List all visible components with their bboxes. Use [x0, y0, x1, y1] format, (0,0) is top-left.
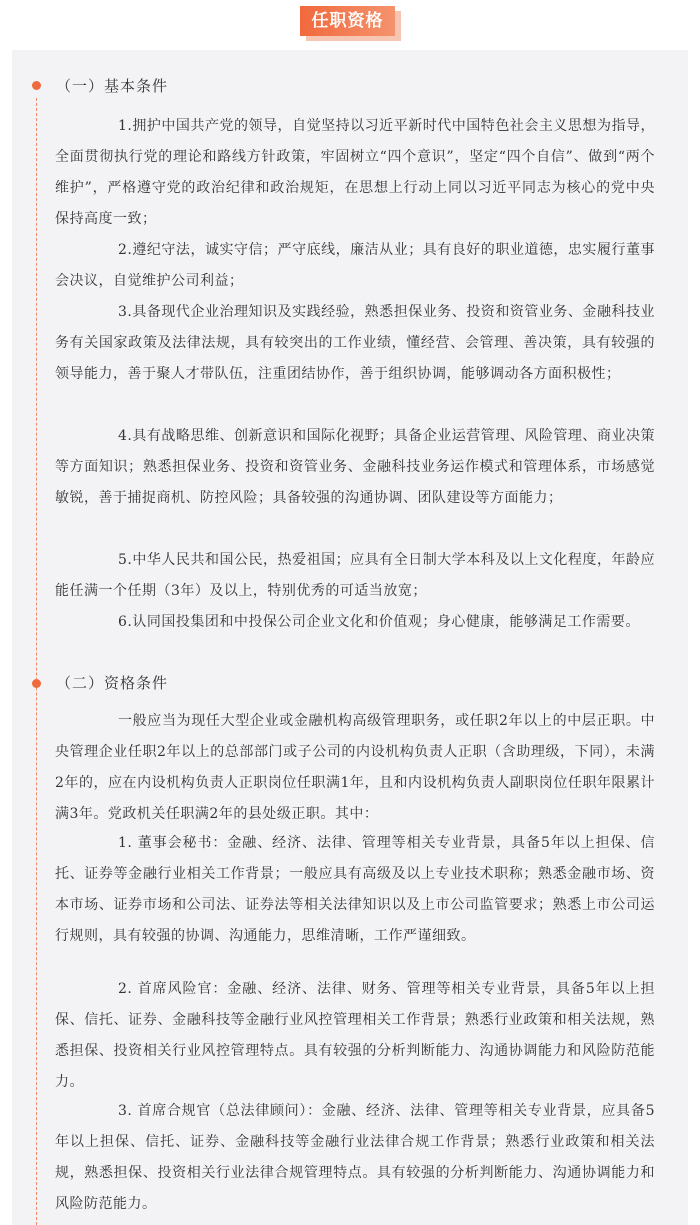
section-title-badge [300, 6, 395, 36]
paragraph: 6.认同国投集团和中投保公司企业文化和价值观；身心健康，能够满足工作需要。 [118, 614, 640, 630]
paragraph: 3. 首席合规官（总法律顾问）：金融、经济、法律、管理等相关专业背景，应具备5年以上担保、信托、证券、金融科技等金融行业法律合规工作背景；熟悉行业政策和相关法规，熟悉担保、投资相关行业法律合规管理特点。具有较强的分析判断能力、沟通协调能力和风险防范能力。 [55, 1103, 655, 1212]
paragraph: 4.具有战略思维、创新意识和国际化视野；具备企业运营管理、风险管理、商业决策等方面知识；熟悉担保业务、投资和资管业务、金融科技业务运作模式和管理体系，市场感觉敏锐，善于捕捉商机、防控风险；具备较强的沟通协调、团队建设等方面能力； [55, 428, 655, 506]
section-heading-qualification: （二）资格条件 [56, 674, 169, 692]
paragraph: 2. 首席风险官：金融、经济、法律、财务、管理等相关专业背景，具备5年以上担保、信托、证券、金融科技等金融行业风控管理相关工作背景；熟悉行业政策和相关法规，熟悉担保、投资相关行业风控管理特点。具有较强的分析判断能力、沟通协调能力和风险防范能力。 [55, 981, 655, 1090]
section-heading-basic: （一）基本条件 [56, 77, 169, 95]
timeline-dot [32, 679, 41, 688]
timeline-dot [32, 81, 41, 90]
paragraph: 1.拥护中国共产党的领导，自觉坚持以习近平新时代中国特色社会主义思想为指导，全面贯彻执行党的理论和路线方针政策，牢固树立“四个意识”，坚定“四个自信”、做到“两个维护”，严格遵守党的政治纪律和政治规矩，在思想上行动上同以习近平同志为核心的党中央保持高度一致； [55, 118, 655, 227]
paragraph: 3.具备现代企业治理知识及实践经验，熟悉担保业务、投资和资管业务、金融科技业务有关国家政策及法律法规，具有较突出的工作业绩，懂经营、会管理、善决策，具有较强的领导能力，善于聚人才带队伍，注重团结协作，善于组织协调，能够调动各方面积极性； [55, 304, 655, 382]
paragraph: 一般应当为现任大型企业或金融机构高级管理职务，或任职2年以上的中层正职。中央管理企业任职2年以上的总部部门或子公司的内设机构负责人正职（含助理级，下同），未满2年的，应在内设机构负责人正职岗位任职满1年，且和内设机构负责人副职岗位任职年限累计满3年。党政机关任职满2年的县处级正职。其中： [55, 713, 655, 822]
paragraph: 1. 董事会秘书：金融、经济、法律、管理等相关专业背景，具备5年以上担保、信托、证券等金融行业相关工作背景；一般应具有高级及以上专业技术职称；熟悉金融市场、资本市场、证券市场和公司法、证券法等相关法律知识以及上市公司监管要求；熟悉上市公司运行规则，具有较强的协调、沟通能力，思维清晰，工作严谨细致。 [55, 835, 655, 944]
paragraph: 2.遵纪守法，诚实守信；严守底线，廉洁从业；具有良好的职业道德，忠实履行董事会决议，自觉维护公司利益； [55, 242, 655, 289]
paragraph: 5.中华人民共和国公民，热爱祖国；应具有全日制大学本科及以上文化程度，年龄应能任满一个任期（3年）及以上，特别优秀的可适当放宽； [55, 552, 655, 599]
timeline-dashed-line [36, 98, 37, 1225]
page-title: 任职资格 [300, 6, 395, 36]
